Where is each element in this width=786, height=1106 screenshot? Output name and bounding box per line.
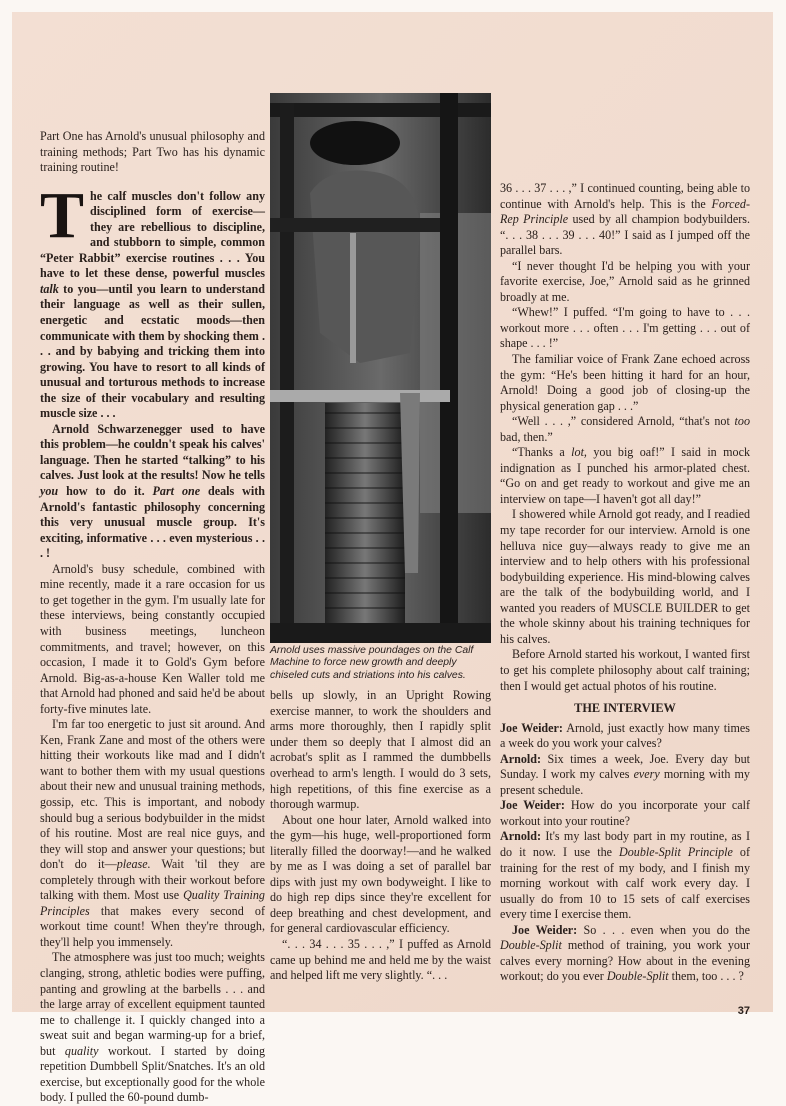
text-run: How do you incorporate your calf workout into your routine? bbox=[500, 798, 750, 828]
paragraph bbox=[40, 717, 265, 950]
emphasis-text: lot, bbox=[571, 445, 587, 460]
text-run: to you—until you learn to understand their language as well as their sullen, energetic and ecstatic moods—then communicate with them by shocking them . . . and by babying and tricking them into growing. You have to resort to all kinds of unusual and torturous methods to increase the size of their vocabulary and resulting muscle size . . . bbox=[40, 281, 265, 421]
emphasis-text: Forced-Rep Principle bbox=[500, 196, 750, 227]
paragraph bbox=[500, 259, 750, 306]
emphasis-text: you bbox=[40, 484, 59, 499]
text-run: you big oaf!” I said in mock indignation as I punched his armor-plated chest. “Go on and get ready to workout and give me an interview on tape—I haven't got all day!” bbox=[500, 445, 750, 506]
emphasis-text: Quality Training Principles bbox=[40, 888, 265, 918]
paragraph bbox=[500, 752, 750, 799]
text-run: I'm far too energetic to just sit around. And Ken, Frank Zane and most of the others were hitting their workouts like mad and I didn't want to bother them with my usual questions about their new and unusual training methods, gossip, etc. This is important, and nobody should bug a serious bodybuilder in the midst of his routine. Most are real nice guys, and they will stop and answer your questions; but don't do it— bbox=[40, 717, 265, 872]
speaker-label: Joe Weider: bbox=[512, 922, 578, 937]
text-run: Wait 'til they are completely through with their workout before talking with them. Most use bbox=[40, 857, 265, 903]
photo-illustration bbox=[270, 93, 491, 643]
paragraph bbox=[500, 352, 750, 414]
speaker-label: Joe Weider: bbox=[500, 798, 565, 813]
paragraph bbox=[500, 181, 750, 259]
text-run: “I never thought I'd be helping you with your favorite exercise, Joe,” Arnold said as he grinned broadly at me. bbox=[500, 258, 750, 304]
article-column-1 bbox=[40, 129, 265, 1106]
emphasis-text: too bbox=[734, 414, 750, 429]
paragraph bbox=[500, 647, 750, 694]
emphasis-text: Double-Split bbox=[606, 969, 669, 984]
text-run: them, too . . . ? bbox=[668, 969, 744, 984]
paragraph bbox=[40, 950, 265, 1105]
emphasis-text: talk bbox=[40, 281, 59, 296]
section-heading: THE INTERVIEW bbox=[574, 701, 676, 716]
paragraph bbox=[40, 178, 265, 422]
text-run: Part One has Arnold's unusual philosophy and training methods; Part Two has his dynamic training routine! bbox=[40, 129, 265, 175]
paragraph bbox=[40, 129, 265, 176]
right-column bbox=[500, 181, 750, 1017]
text-run: It's my last body part in my routine, as I do it now. I use the bbox=[500, 829, 750, 859]
emphasis-text: every bbox=[633, 767, 660, 782]
paragraph bbox=[500, 305, 750, 352]
article-column-2 bbox=[270, 688, 491, 983]
text-run: used by all champion bodybuilders. “. . . 38 . . . 39 . . . 40!” I said as I jumped off the parallel bars. bbox=[500, 212, 750, 258]
speaker-label: Arnold: bbox=[500, 829, 541, 844]
text-run: bells up slowly, in an Upright Rowing exercise manner, to work the shoulders and arms more thoroughly, then I rapidly split under them so deeply that I almost did an acrobat's split as I rammed the dumbbells overhead to arm's length. I would do 3 sets, high repetitions, of this fine exercise as a thorough warmup. bbox=[270, 688, 491, 812]
paragraph bbox=[500, 721, 750, 752]
text-run: deals with Arnold's fantastic philosophy concerning this very unusual muscle group. It's exciting, informative . . . even mysterious . . . ! bbox=[40, 484, 265, 561]
paragraph bbox=[500, 829, 750, 922]
text-run: Arnold Schwarzenegger used to have this problem—he couldn't speak his calves' language. Then he started “talking” to his calves. Just look at the results! Now he tells bbox=[40, 421, 265, 483]
text-run: “Well . . . ,” considered Arnold, “that's not bbox=[512, 414, 735, 429]
paragraph bbox=[500, 923, 750, 985]
speaker-label: Arnold: bbox=[500, 751, 541, 766]
text-run: So . . . even when you do the bbox=[577, 922, 750, 937]
paragraph bbox=[270, 813, 491, 937]
text-run: workout. I started by doing repetition Dumbbell Split/Snatches. It's an old exercise, but exceptionally good for the whole body. I pulled the 60-pound dumb- bbox=[40, 1043, 265, 1105]
text-run: morning with my present schedule. bbox=[500, 767, 750, 797]
paragraph bbox=[270, 688, 491, 812]
text-run: bad, then.” bbox=[500, 429, 553, 444]
page-number: 37 bbox=[737, 1004, 750, 1017]
middle-column bbox=[270, 645, 492, 984]
emphasis-text: quality bbox=[64, 1043, 99, 1058]
text-run: Before Arnold started his workout, I wanted first to get his complete philosophy about calf training; then I would get actual photos of his routine. bbox=[500, 647, 750, 693]
paragraph bbox=[40, 422, 265, 562]
paragraph bbox=[40, 562, 265, 717]
emphasis-text: Part one bbox=[152, 484, 201, 499]
text-run: he calf muscles don't follow any disciplined form of exercise—they are rebellious to discipline, and stubborn to simple, common “Peter Rabbit” exercise routines . . . You have to let these dense, powerful muscles bbox=[40, 188, 265, 281]
text-run: The atmosphere was just too much; weights clanging, strong, athletic bodies were puffing, panting and growling at the barbells . . . and the large array of excellent equipment taunted me to challenge it. I quickly changed into a sweat suit and began warming-up for a brief, but bbox=[40, 950, 265, 1058]
paragraph bbox=[500, 414, 750, 445]
emphasis-text: Double-Split Principle bbox=[619, 844, 733, 859]
text-run: Six times a week, Joe. Every day but Sunday. I work my calves bbox=[500, 751, 750, 782]
text-run: of training for the rest of my body, and I finish my morning workout with calf work every day. I usually do from 10 to 15 sets of calf exercises every time I exercise them. bbox=[500, 844, 750, 922]
paragraph bbox=[270, 937, 491, 984]
text-run: The familiar voice of Frank Zane echoed across the gym: “He's been hitting it hard for an hour, Arnold! Doing a good job of closing-up the physical generation gap . . .” bbox=[500, 352, 750, 413]
text-run: “. . . 34 . . . 35 . . . ,” I puffed as Arnold came up behind me and held me by the waist and helped lift me very slightly. “. . . bbox=[270, 936, 491, 983]
speaker-label: Joe Weider: bbox=[500, 720, 563, 735]
article-column-3 bbox=[500, 181, 750, 985]
text-run: method of training, you work your calves every morning? How about in the evening workout; do you ever bbox=[500, 938, 750, 984]
text-run: 36 . . . 37 . . . ,” I continued counting, being able to continue with Arnold's help. This is the bbox=[500, 181, 750, 211]
paragraph bbox=[500, 507, 750, 647]
text-run: “Thanks a bbox=[512, 445, 572, 460]
photo-caption: Arnold uses massive poundages on the Calf Machine to force new growth and deeply chiseled cuts and striations into his calves. bbox=[270, 645, 474, 681]
text-run: About one hour later, Arnold walked into the gym—his huge, well-proportioned form literally filled the doorway!—and he walked by me as I was doing a set of parallel bar dips with just my own bodyweight. I like to do high rep dips since they're excellent for deep breathing and chest development, and for general cardiovascular efficiency. bbox=[270, 812, 491, 936]
paragraph bbox=[500, 798, 750, 829]
text-run: that makes every second of workout time count! When they're through, they'll help you immensely. bbox=[40, 903, 265, 949]
emphasis-text: Double-Split bbox=[500, 938, 562, 953]
drop-cap: T bbox=[40, 178, 85, 252]
paragraph bbox=[500, 445, 750, 507]
text-run: Arnold, just exactly how many times a week do you work your calves? bbox=[500, 720, 750, 751]
text-run: I showered while Arnold got ready, and I readied my tape recorder for our interview. Arnold is one helluva nice guy—always ready to give me an interview and to help others with his professional bodybuilding experience. His mind-blowing calves are the talk of the bodybuilding world, and I wanted you readers of MUSCLE BUILDER to get the whole skinny about his training techniques for his calves. bbox=[500, 507, 750, 646]
arnold-calf-machine-photo bbox=[270, 93, 491, 643]
text-run: how to do it. bbox=[58, 484, 153, 499]
text-run: “Whew!” I puffed. “I'm going to have to . . . workout more . . . often . . . I'm getting . . . out of shape . . . !” bbox=[500, 305, 750, 351]
emphasis-text: please. bbox=[116, 857, 151, 872]
text-run: Arnold's busy schedule, combined with mine recently, made it a rare occasion for us to get together in the gym. I'm usually late for these interviews, being constantly occupied with business meetings, luncheon commitments, and travel; however, on this occasion, I made it to Gold's Gym before Arnold. Big-as-a-house Ken Waller told me that Arnold had phoned and said he'd be about forty-five minutes late. bbox=[40, 561, 265, 716]
